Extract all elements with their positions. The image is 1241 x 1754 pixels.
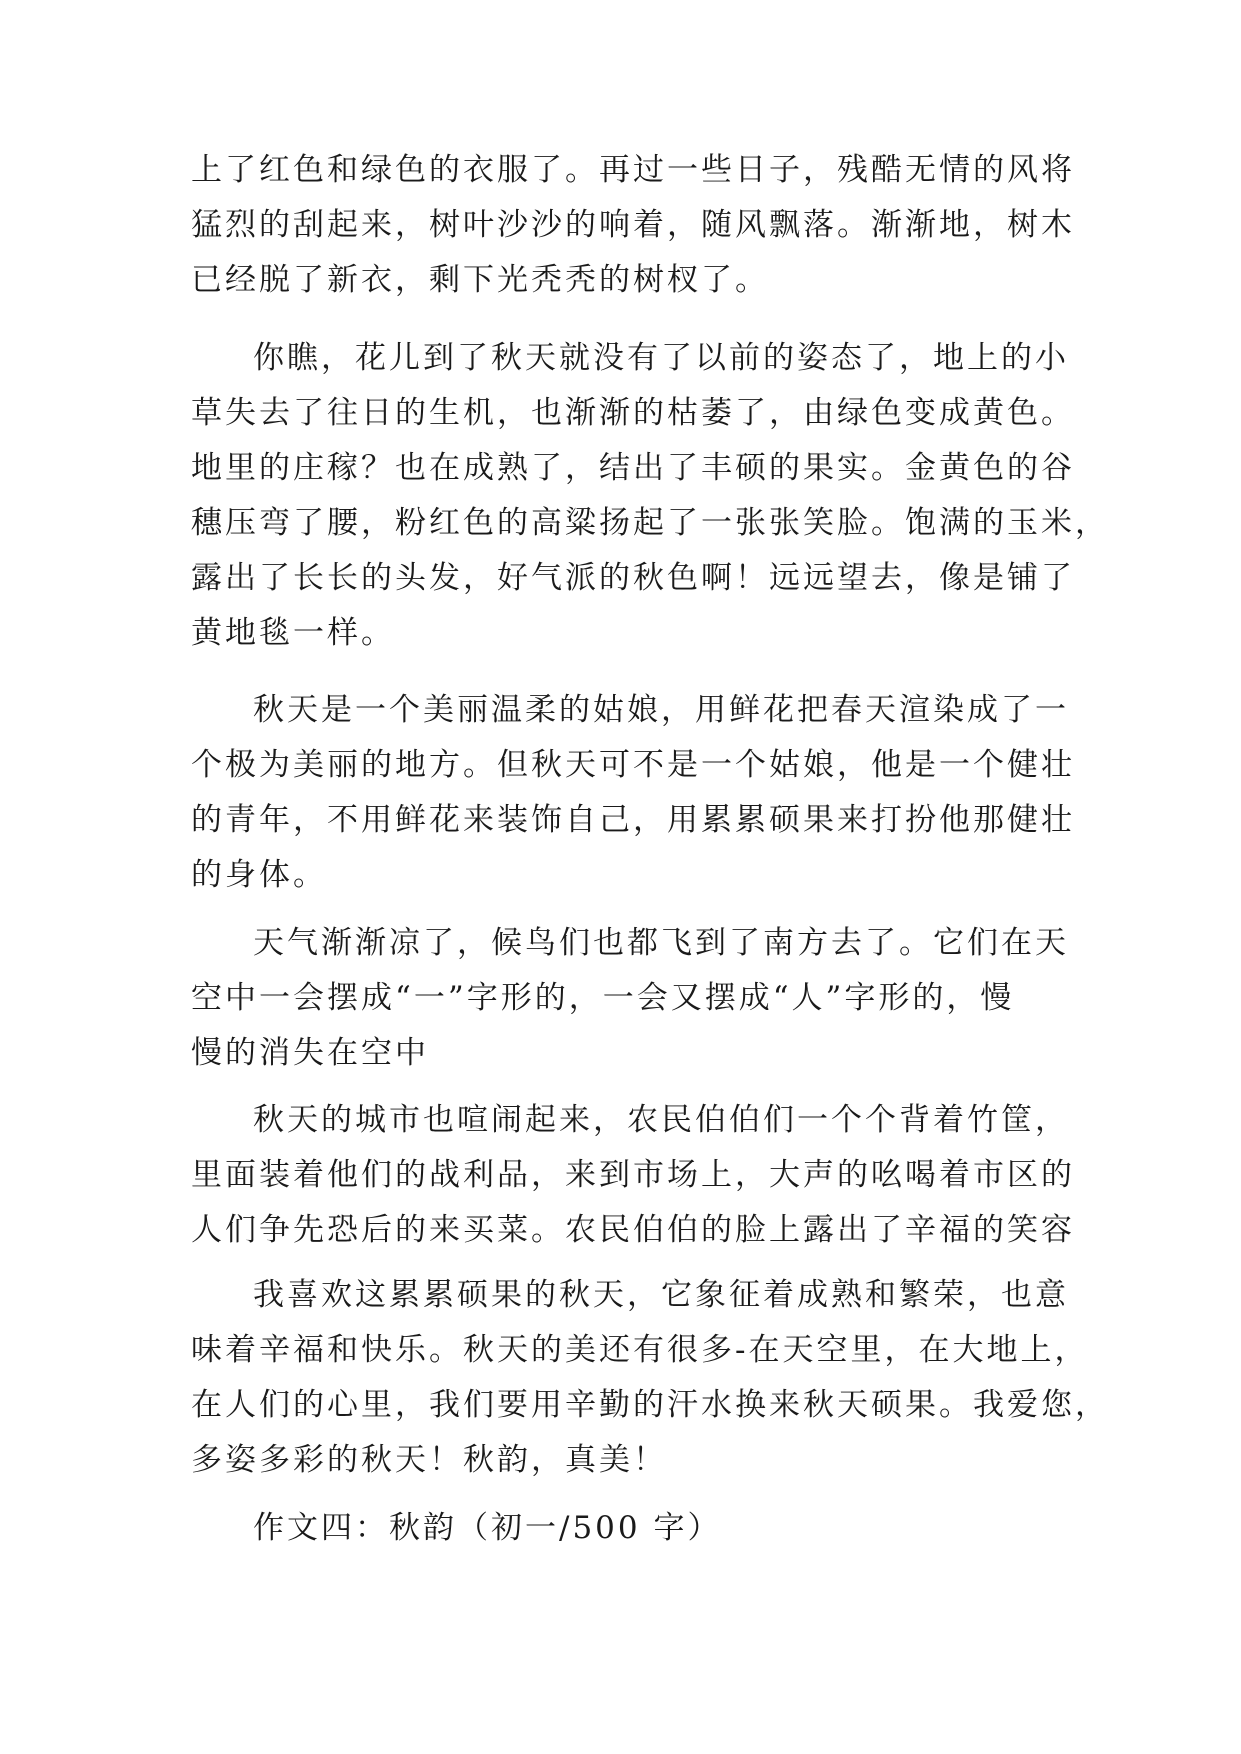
text-line-22: 在人们的心里，我们要用辛勤的汗水换来秋天硕果。我爱您，	[191, 1387, 1109, 1423]
text-line-6: 地里的庄稼？也在成熟了，结出了丰硕的果实。金黄色的谷	[191, 450, 1075, 486]
paragraph-6-line-1: 我喜欢这累累硕果的秋天，它象征着成熟和繁荣，也意	[253, 1277, 1069, 1313]
text-line-15: 空中一会摆成“一”字形的，一会又摆成“人”字形的，慢	[191, 980, 1015, 1016]
text-line-16: 慢的消失在空中	[191, 1035, 429, 1071]
text-line-23: 多姿多彩的秋天！秋韵，真美！	[191, 1442, 667, 1478]
paragraph-3-line-1: 秋天是一个美丽温柔的姑娘，用鲜花把春天渲染成了一	[253, 692, 1069, 728]
text-line-13: 的身体。	[191, 857, 327, 893]
text-line-12: 的青年，不用鲜花来装饰自己，用累累硕果来打扮他那健壮	[191, 802, 1075, 838]
text-line-5: 草失去了往日的生机，也渐渐的枯萎了，由绿色变成黄色。	[191, 395, 1075, 431]
text-line-19: 人们争先恐后的来买菜。农民伯伯的脸上露出了辛福的笑容	[191, 1212, 1075, 1248]
text-line-9: 黄地毯一样。	[191, 615, 395, 651]
text-line-7: 穗压弯了腰，粉红色的高粱扬起了一张张笑脸。饱满的玉米，	[191, 505, 1109, 541]
text-line-2: 猛烈的刮起来，树叶沙沙的响着，随风飘落。渐渐地，树木	[191, 207, 1075, 243]
paragraph-2-line-1: 你瞧，花儿到了秋天就没有了以前的姿态了，地上的小	[253, 340, 1069, 376]
text-line-3: 已经脱了新衣，剩下光秃秃的树杈了。	[191, 262, 769, 298]
text-line-18: 里面装着他们的战利品，来到市场上，大声的吆喝着市区的	[191, 1157, 1075, 1193]
text-line-21: 味着辛福和快乐。秋天的美还有很多-在天空里，在大地上，	[191, 1332, 1089, 1368]
text-line-1: 上了红色和绿色的衣服了。再过一些日子，残酷无情的风将	[191, 152, 1075, 188]
paragraph-4-line-1: 天气渐渐凉了，候鸟们也都飞到了南方去了。它们在天	[253, 925, 1069, 961]
text-line-11: 个极为美丽的地方。但秋天可不是一个姑娘，他是一个健壮	[191, 747, 1075, 783]
text-line-8: 露出了长长的头发，好气派的秋色啊！远远望去，像是铺了	[191, 560, 1075, 596]
essay-heading: 作文四：秋韵（初一/500 字）	[253, 1510, 722, 1546]
paragraph-5-line-1: 秋天的城市也喧闹起来，农民伯伯们一个个背着竹筐，	[253, 1102, 1069, 1138]
